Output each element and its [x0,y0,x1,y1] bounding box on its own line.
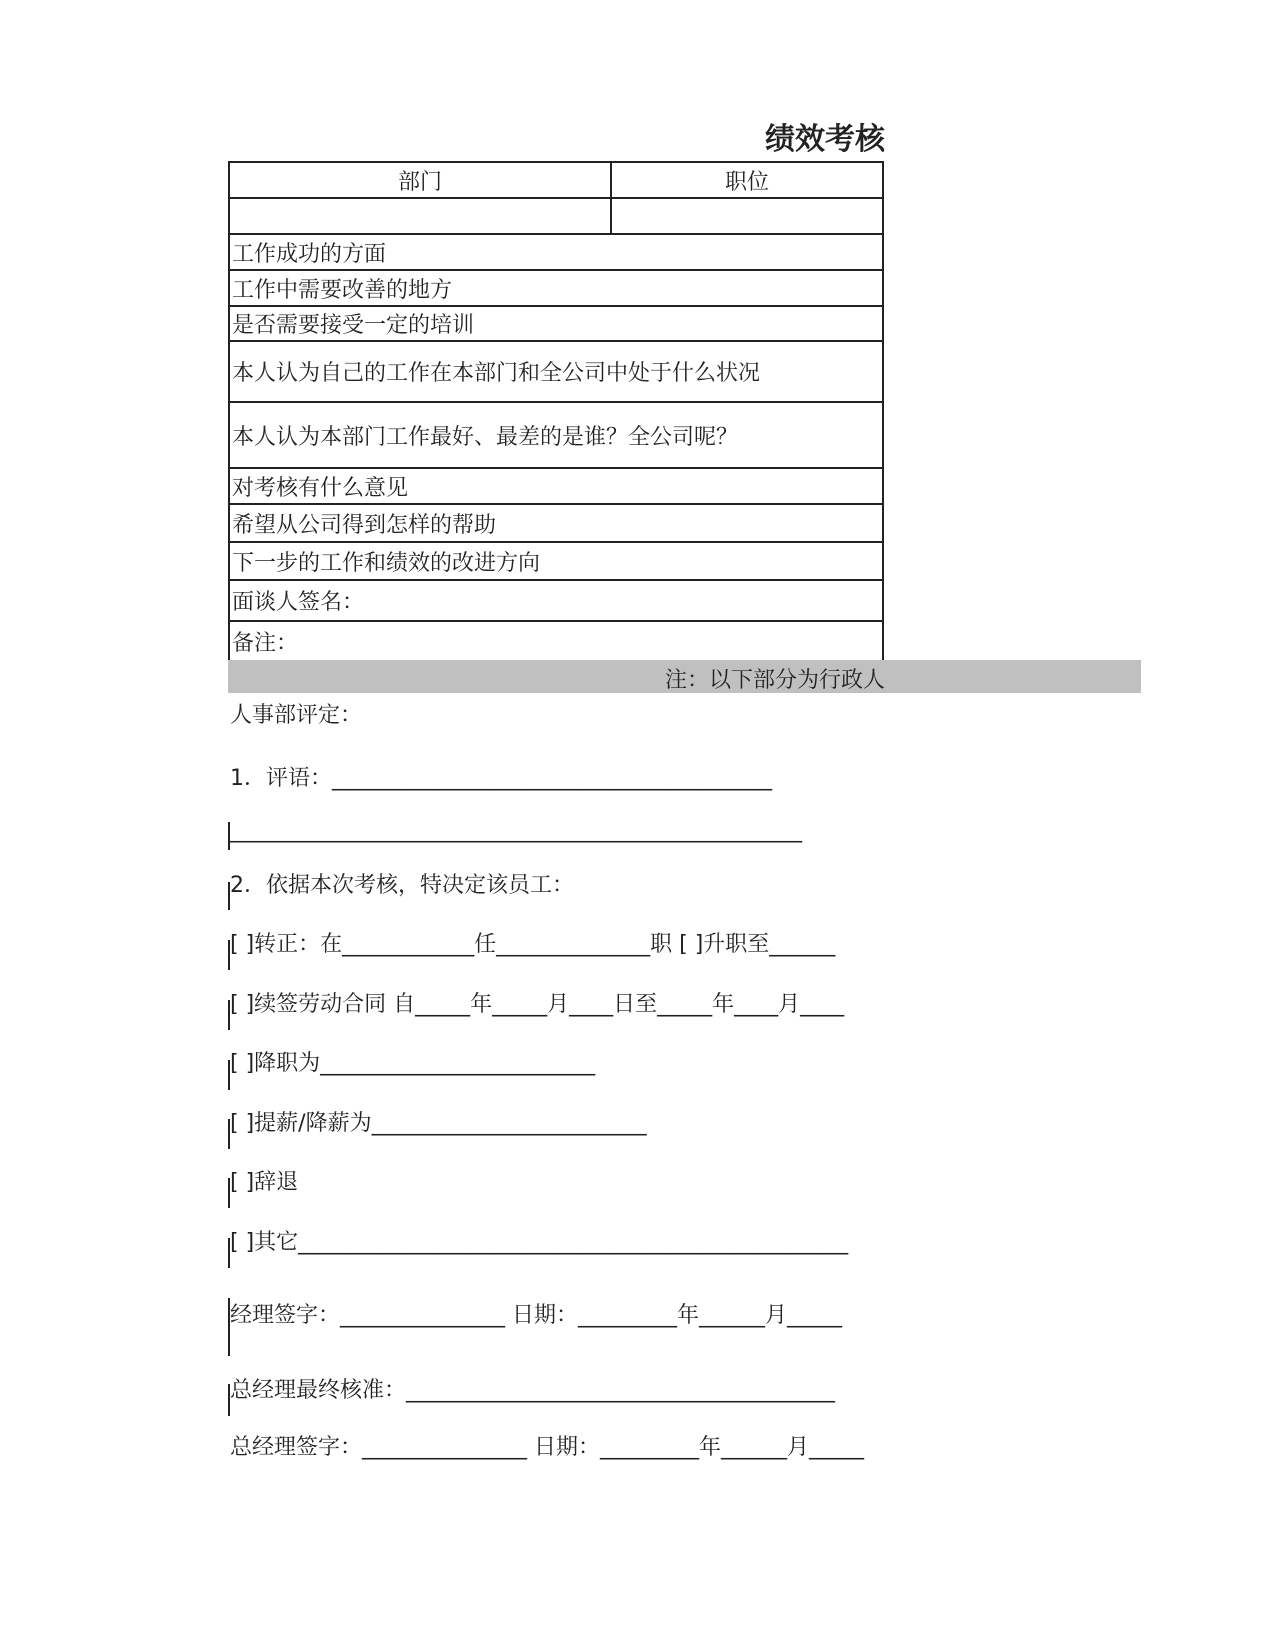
row-next-step: 下一步的工作和绩效的改进方向 [229,542,883,580]
evaluation-table [228,161,884,662]
admin-note-band [228,660,1141,693]
admin-note: 注：以下部分为行政人 [664,668,885,693]
row-status: 本人认为自己的工作在本部门和全公司中处于什么状况 [229,341,883,402]
decision-label: 2．依据本次考核，特决定该员工： [230,873,574,898]
gm-signature-line: 总经理签字：_______________ 日期：_________年______月_____ [230,1435,864,1460]
comment-line-2: ____________________________________________________ [230,818,802,843]
position-field[interactable] [611,198,883,234]
cell-border-mark [228,1119,230,1149]
row-best-worst: 本人认为本部门工作最好、最差的是谁？全公司呢？ [229,402,883,468]
cell-border-mark [228,1238,230,1268]
option-confirm-promote: [ ]转正：在____________任______________职 [ ]升职至______ [230,932,836,957]
hr-evaluation-label: 人事部评定： [230,703,363,728]
row-success: 工作成功的方面 [229,234,883,270]
department-field[interactable] [229,198,611,234]
option-dismiss: [ ]辞退 [230,1170,299,1195]
option-renew-contract: [ ]续签劳动合同 自_____年_____月____日至_____年____月____ [230,992,845,1017]
cell-border-mark [228,1178,230,1208]
cell-border-mark [228,940,230,970]
manager-signature-line: 经理签字：_______________ 日期：_________年______月_____ [230,1303,842,1328]
cell-border-mark [228,882,230,910]
cell-border-mark [228,1384,230,1416]
row-remarks: 备注： [229,621,883,661]
option-other: [ ]其它__________________________________________________ [230,1230,849,1255]
row-opinion: 对考核有什么意见 [229,468,883,504]
header-department: 部门 [229,162,611,198]
cell-border-mark [228,822,230,850]
option-demote: [ ]降职为_________________________ [230,1051,596,1076]
row-improve: 工作中需要改善的地方 [229,270,883,306]
row-interviewer-signature: 面谈人签名： [229,580,883,621]
gm-approval-line: 总经理最终核准：_______________________________________ [230,1378,836,1403]
comment-line: 1．评语：________________________________________ [230,766,772,791]
document-title: 绩效考核 [765,122,885,157]
cell-border-mark [228,1298,230,1356]
option-salary-change: [ ]提薪/降薪为_________________________ [230,1111,647,1136]
header-position: 职位 [611,162,883,198]
row-help: 希望从公司得到怎样的帮助 [229,504,883,542]
cell-border-mark [228,1060,230,1090]
cell-border-mark [228,1000,230,1030]
row-training: 是否需要接受一定的培训 [229,306,883,341]
